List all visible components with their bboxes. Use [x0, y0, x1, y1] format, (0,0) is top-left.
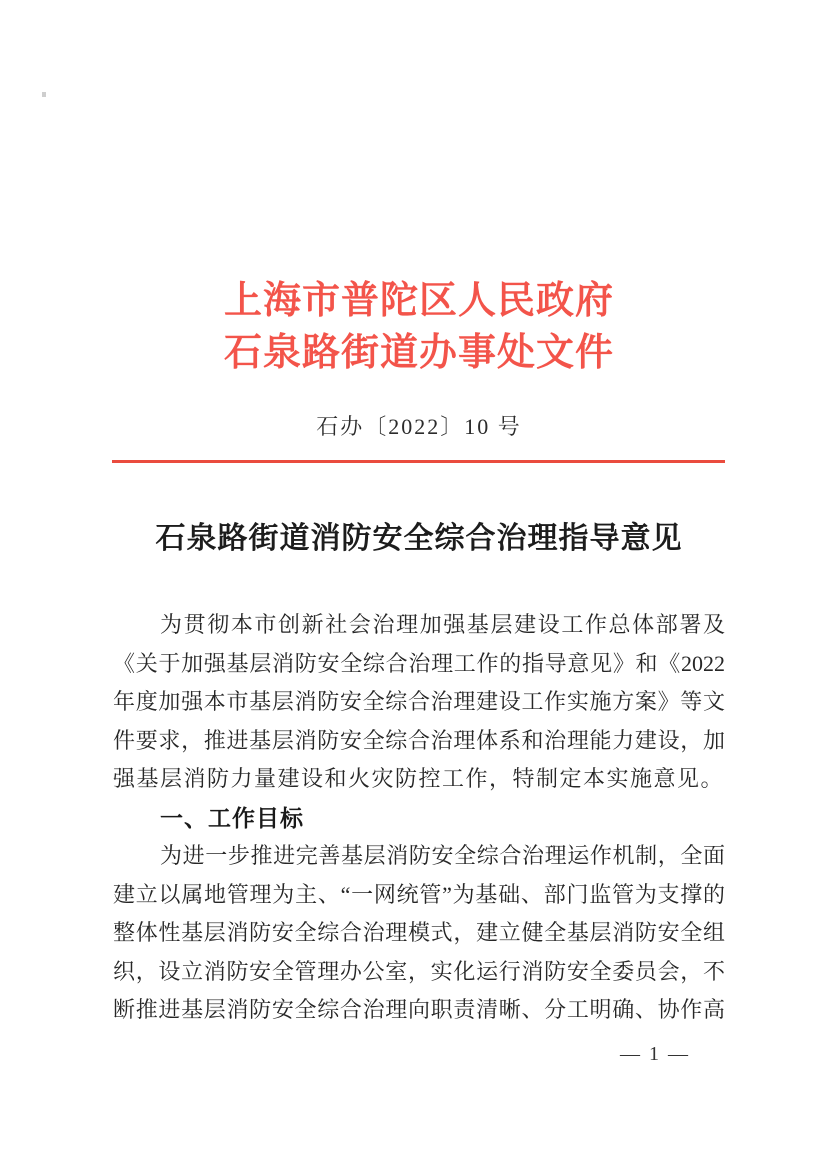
body-line: 年度加强本市基层消防安全综合治理建设工作实施方案》等文: [113, 689, 725, 714]
section-1-paragraph: [113, 837, 725, 1030]
issuing-org-title: [113, 275, 725, 379]
document-title: 石泉路街道消防安全综合治理指导意见: [155, 522, 683, 555]
body-line: 强基层消防力量建设和火灾防控工作，特制定本实施意见。: [113, 766, 725, 791]
document-body: [113, 606, 725, 1030]
body-line: 件要求，推进基层消防安全综合治理体系和治理能力建设，加: [113, 727, 725, 753]
org-title-line-2: 石泉路街道办事处文件: [223, 332, 614, 374]
page-number: — 1 —: [620, 1043, 690, 1065]
body-line: 为贯彻本市创新社会治理加强基层建设工作总体部署及: [160, 612, 725, 637]
body-line: 织，设立消防安全管理办公室，实化运行消防安全委员会，不: [113, 958, 725, 984]
org-title-line-1: 上海市普陀区人民政府: [223, 280, 614, 322]
scan-artifact-dot: [42, 92, 46, 97]
body-line: 断推进基层消防安全综合治理向职责清晰、分工明确、协作高: [113, 997, 725, 1022]
doc-number: 石办〔2022〕10 号: [316, 414, 522, 439]
body-line: 《关于加强基层消防安全综合治理工作的指导意见》和《2022: [113, 650, 725, 676]
body-line: 整体性基层消防安全综合治理模式，建立健全基层消防安全组: [113, 920, 725, 945]
body-line: 为进一步推进完善基层消防安全综合治理运作机制，全面: [160, 843, 725, 868]
body-line: 建立以属地管理为主、“一网统管”为基础、部门监管为支撑的: [113, 881, 725, 907]
red-divider-rule: [112, 460, 725, 463]
section-1-heading: 一、工作目标: [160, 804, 304, 831]
intro-paragraph: [113, 606, 725, 799]
